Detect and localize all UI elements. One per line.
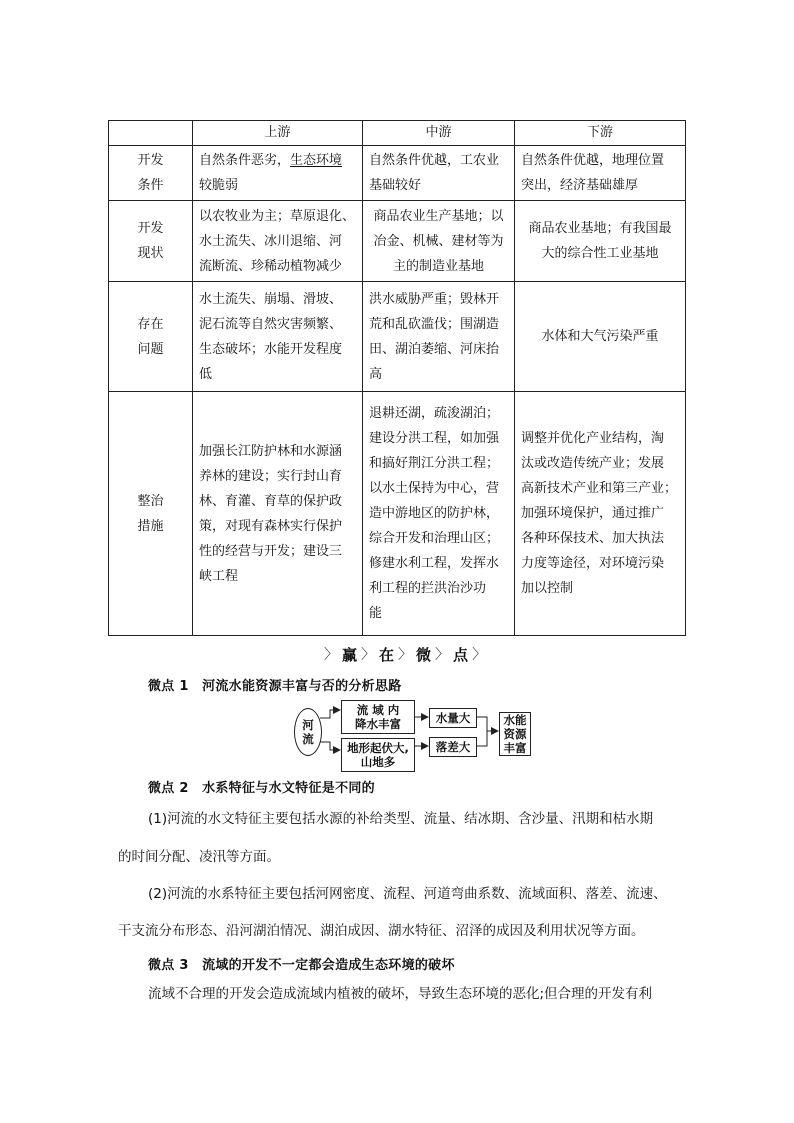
cell-line: 性的经营与开发；建设三 — [199, 543, 343, 559]
diagram-text: 地形起伏大, — [347, 741, 409, 755]
cell-line: 加以控制 — [521, 581, 574, 596]
header-cell-midstream: 中游 — [363, 121, 515, 146]
cell-line: 汰或改造传统产业；发展 — [521, 456, 665, 471]
cell-line: 水体和大气污染严重 — [541, 329, 659, 344]
cell-line: 较脆弱 — [199, 178, 239, 193]
point2-paragraph1-line2: 的时间分配、凌汛等方面。 — [118, 849, 280, 865]
row-label-line: 措施 — [137, 518, 164, 534]
cell-line: 以农牧业为主；草原退化、 — [199, 208, 356, 224]
row-label-status — [109, 201, 193, 282]
header-cell-upstream: 上游 — [193, 121, 363, 146]
banner-chevron-icon: 〉 — [398, 647, 413, 663]
point2-paragraph2-line2: 干支流分布形态、沿河湖泊情况、湖泊成因、湖水特征、沼泽的成因及利用状况等方面。 — [118, 923, 645, 939]
connector-arrow — [476, 717, 498, 731]
cell-line: 商品农业生产基地；以 — [373, 208, 504, 224]
cell-line: 流断流、珍稀动植物减少 — [199, 258, 343, 274]
row-label-line: 开发 — [137, 153, 164, 168]
cell-upstream-problems — [193, 282, 363, 392]
banner-chevron-icon: 〉 — [361, 647, 376, 663]
river-development-table — [108, 120, 686, 636]
river-oval — [294, 708, 322, 756]
diagram-text: 流 域 内 — [356, 703, 400, 717]
cell-line: 自然条件优越，工农业 — [369, 153, 500, 168]
diagram-text: 山地多 — [360, 755, 396, 769]
water-volume-box: 水量大 — [429, 708, 477, 728]
cell-line: 高 — [369, 366, 383, 382]
cell-line: 水土流失、崩塌、滑坡、 — [199, 291, 343, 307]
cell-downstream-conditions — [515, 146, 686, 201]
cell-line: 能 — [369, 606, 383, 621]
cell-midstream-status — [363, 201, 515, 282]
precipitation-box — [341, 700, 415, 734]
cell-line: 基础较好 — [369, 178, 422, 193]
diagram-text: 丰富 — [503, 741, 527, 755]
table-header-row — [109, 121, 686, 146]
row-label-line: 开发 — [137, 221, 164, 236]
cell-downstream-measures — [515, 392, 686, 636]
cell-line: 调整并优化产业结构，淘 — [521, 431, 665, 446]
point2-title: 微点 2 水系特征与水文特征是不同的 — [148, 781, 375, 796]
cell-line: 加强环境保护，通过推广 — [521, 506, 665, 521]
cell-midstream-measures — [363, 392, 515, 636]
terrain-box — [341, 738, 415, 772]
cell-downstream-problems — [515, 282, 686, 392]
cell-line: 以水土保持为中心，营 — [369, 481, 500, 496]
banner-char: 微 — [416, 646, 432, 664]
connector-arrow — [320, 742, 340, 750]
banner-char: 在 — [379, 646, 395, 664]
header-cell-blank — [109, 121, 193, 146]
cell-line: 各种环保技术、加大执法 — [521, 531, 665, 546]
diagram-text: 流 — [302, 732, 314, 746]
cell-line: 突出，经济基础雄厚 — [521, 178, 639, 193]
row-label-measures — [109, 392, 193, 636]
point1-title: 微点 1 河流水能资源丰富与否的分析思路 — [148, 679, 402, 694]
cell-line: 力度等途径，对环境污染 — [521, 556, 665, 571]
header-cell-downstream: 下游 — [515, 121, 686, 146]
row-label-problems — [109, 282, 193, 392]
cell-line: 修建水利工程，发挥水 — [369, 556, 500, 571]
cell-line: 峡工程 — [199, 568, 239, 584]
cell-line: 主的制造业基地 — [392, 258, 484, 274]
section-banner — [324, 644, 486, 666]
cell-line: 利工程的拦洪治沙功 — [369, 581, 487, 596]
cell-line: 养林的建设；实行封山育 — [199, 468, 343, 484]
cell-line: 和搞好荆江分洪工程； — [369, 456, 500, 471]
row-label-line: 整治 — [137, 493, 164, 509]
cell-line: 建设分洪工程，如加强 — [369, 431, 500, 446]
cell-upstream-measures — [193, 392, 363, 636]
banner-char: 赢 — [342, 646, 358, 664]
cell-line: 水土流失、冰川退缩、河 — [199, 233, 343, 249]
result-box — [499, 712, 531, 756]
cell-downstream-status — [515, 201, 686, 282]
drop-box: 落差大 — [429, 737, 477, 757]
table-row-status — [109, 201, 686, 282]
diagram-text: 降水丰富 — [355, 717, 401, 731]
cell-line: 高新技术产业和第三产业； — [521, 481, 678, 496]
cell-midstream-problems — [363, 282, 515, 392]
point2-paragraph1-line1: (1)河流的水文特征主要包括水源的补给类型、流量、结冰期、含沙量、汛期和枯水期 — [148, 811, 654, 827]
table-row-problems — [109, 282, 686, 392]
cell-line: 综合开发和治理山区； — [369, 531, 500, 546]
cell-line: 林、育灌、育草的保护政 — [199, 493, 343, 509]
connector-arrow — [476, 731, 487, 746]
row-label-line: 问题 — [137, 341, 164, 357]
cell-line: 泥石流等自然灾害频繁、 — [199, 316, 343, 332]
diagram-text: 河 — [302, 718, 314, 732]
cell-line: 荒和乱砍滥伐；围湖造 — [369, 316, 500, 332]
cell-line — [199, 148, 356, 173]
row-label-line: 存在 — [137, 316, 164, 332]
banner-chevron-icon: 〉 — [435, 647, 450, 663]
point3-paragraph-line1: 流域不合理的开发会造成流域内植被的破坏，导致生态环境的恶化;但合理的开发有利 — [148, 986, 653, 1002]
cell-midstream-conditions — [363, 146, 515, 201]
cell-line: 洪水威胁严重；毁林开 — [369, 291, 500, 307]
row-label-line: 现状 — [137, 246, 164, 261]
table-row-measures — [109, 392, 686, 636]
point2-paragraph2-line1: (2)河流的水系特征主要包括河网密度、流程、河道弯曲系数、流域面积、落差、流速、 — [148, 886, 667, 902]
row-label-line: 条件 — [137, 178, 164, 193]
cell-upstream-conditions — [193, 146, 363, 201]
cell-line: 自然条件优越，地理位置 — [521, 153, 665, 168]
cell-line: 策，对现有森林实行保护 — [199, 518, 343, 534]
banner-chevron-icon: 〉 — [472, 647, 487, 663]
diagram-text: 水能 — [503, 713, 527, 727]
table-row-conditions — [109, 146, 686, 201]
banner-chevron-icon: 〉 — [324, 647, 338, 663]
table-body — [109, 121, 686, 636]
row-label-conditions — [109, 146, 193, 201]
cell-line: 造中游地区的防护林， — [369, 506, 500, 521]
cell-line: 加强长江防护林和水源涵 — [199, 443, 343, 459]
cell-line: 田、湖泊萎缩、河床抬 — [369, 341, 500, 357]
cell-text-underlined: 生态环境 — [290, 153, 343, 168]
banner-char: 点 — [453, 646, 469, 664]
cell-line: 退耕还湖，疏浚湖泊； — [369, 406, 500, 421]
cell-line: 商品农业基地；有我国最 — [528, 221, 672, 236]
cell-line: 冶金、机械、建材等为 — [373, 233, 504, 249]
cell-text: 自然条件恶劣， — [199, 153, 291, 168]
connector-arrow — [320, 710, 340, 718]
point3-title: 微点 3 流域的开发不一定都会造成生态环境的破坏 — [148, 958, 455, 973]
diagram-text: 资源 — [503, 727, 527, 741]
cell-upstream-status — [193, 201, 363, 282]
cell-line: 生态破坏；水能开发程度 — [199, 341, 343, 357]
cell-line: 低 — [199, 366, 213, 382]
cell-line: 大的综合性工业基地 — [541, 246, 659, 261]
